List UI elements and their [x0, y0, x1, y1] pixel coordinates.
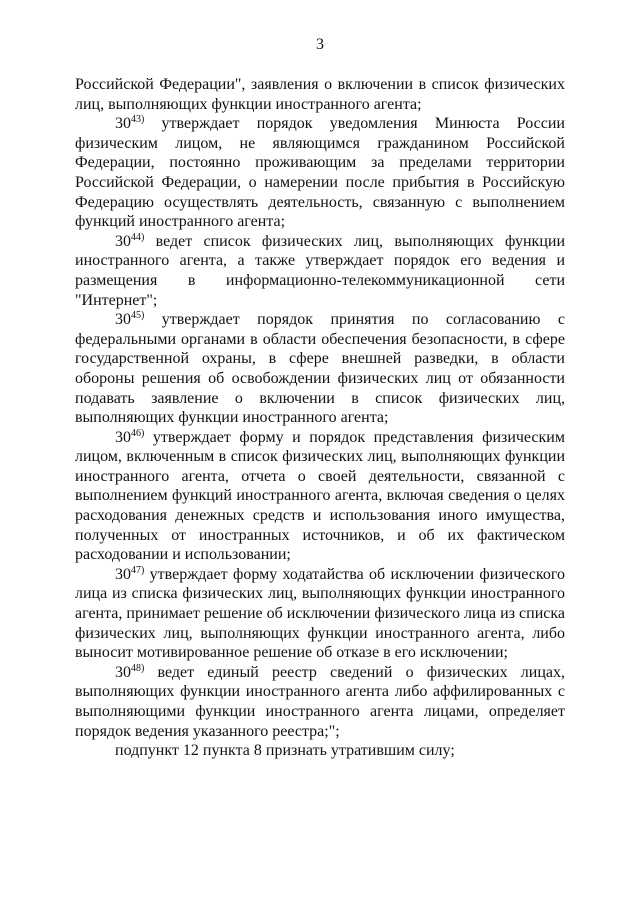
item-superscript: 47) [131, 564, 145, 576]
item-superscript: 44) [131, 231, 145, 243]
paragraph-text: ведет список физических лиц, выполняющих функции иностранного агента, а также утверждает порядок его ведения и размещения в информационно-телекоммуникационной сети "Интернет"; [75, 232, 565, 309]
page-number: 3 [316, 36, 324, 53]
item-number: 30 [115, 565, 131, 583]
paragraph-text: утверждает порядок уведомления Минюста России физическим лицом, не являющимся гражданином Российской Федерации, постоянно проживающим за пределами территории Российской Федерации, о намерении после прибытия в Российскую Федерацию осуществлять деятельность, связанную с выполнением функций иностранного агента; [75, 115, 565, 231]
item-number: 30 [115, 115, 131, 133]
list-item-30-48 [75, 663, 565, 741]
item-number: 30 [115, 311, 131, 329]
item-superscript: 43) [131, 114, 145, 126]
item-superscript: 48) [131, 662, 145, 674]
list-item-30-44 [75, 232, 565, 310]
paragraph-text: утверждает порядок принятия по согласованию с федеральными органами в области обеспечения безопасности, в сфере государственной охраны, в сфере внешней разведки, в области обороны решения об освобождении физических лиц от обязанности подавать заявление о включении в список физических лиц, выполняющих функции иностранного агента; [75, 311, 565, 427]
paragraph-final [75, 741, 565, 761]
list-item-30-45 [75, 310, 565, 428]
paragraph-text: Российской Федерации", заявления о включении в список физических лиц, выполняющих функции иностранного агента; [75, 76, 565, 113]
paragraph-text: ведет единый реестр сведений о физических лицах, выполняющих функции иностранного агента либо аффилированных с выполняющими функции иностранного агента лицами, определяет порядок ведения указанного реестра;"; [75, 663, 565, 740]
paragraph-continuation [75, 75, 565, 114]
document-body [75, 75, 565, 761]
item-number: 30 [115, 428, 131, 446]
paragraph-text: подпункт 12 пункта 8 признать утратившим силу; [115, 742, 455, 760]
list-item-30-43 [75, 114, 565, 232]
paragraph-text: утверждает форму ходатайства об исключении физического лица из списка физических лиц, выполняющих функции иностранного агента, принимает решение об исключении физического лица из списка физических лиц, выполняющих функции иностранного агента, либо выносит мотивированное решение об отказе в его исключении; [75, 565, 565, 662]
item-superscript: 45) [131, 310, 145, 322]
list-item-30-46 [75, 428, 565, 565]
paragraph-text: утверждает форму и порядок представления физическим лицом, включенным в список физических лиц, выполняющих функции иностранного агента, отчета о своей деятельности, связанной с выполнением функций иностранного агента, включая сведения о целях расходования денежных средств и использования иного имущества, полученных от иностранных источников, и об их фактическом расходовании и использовании; [75, 428, 565, 564]
item-number: 30 [115, 232, 131, 250]
item-number: 30 [115, 663, 131, 681]
list-item-30-47 [75, 565, 565, 663]
item-superscript: 46) [131, 427, 145, 439]
